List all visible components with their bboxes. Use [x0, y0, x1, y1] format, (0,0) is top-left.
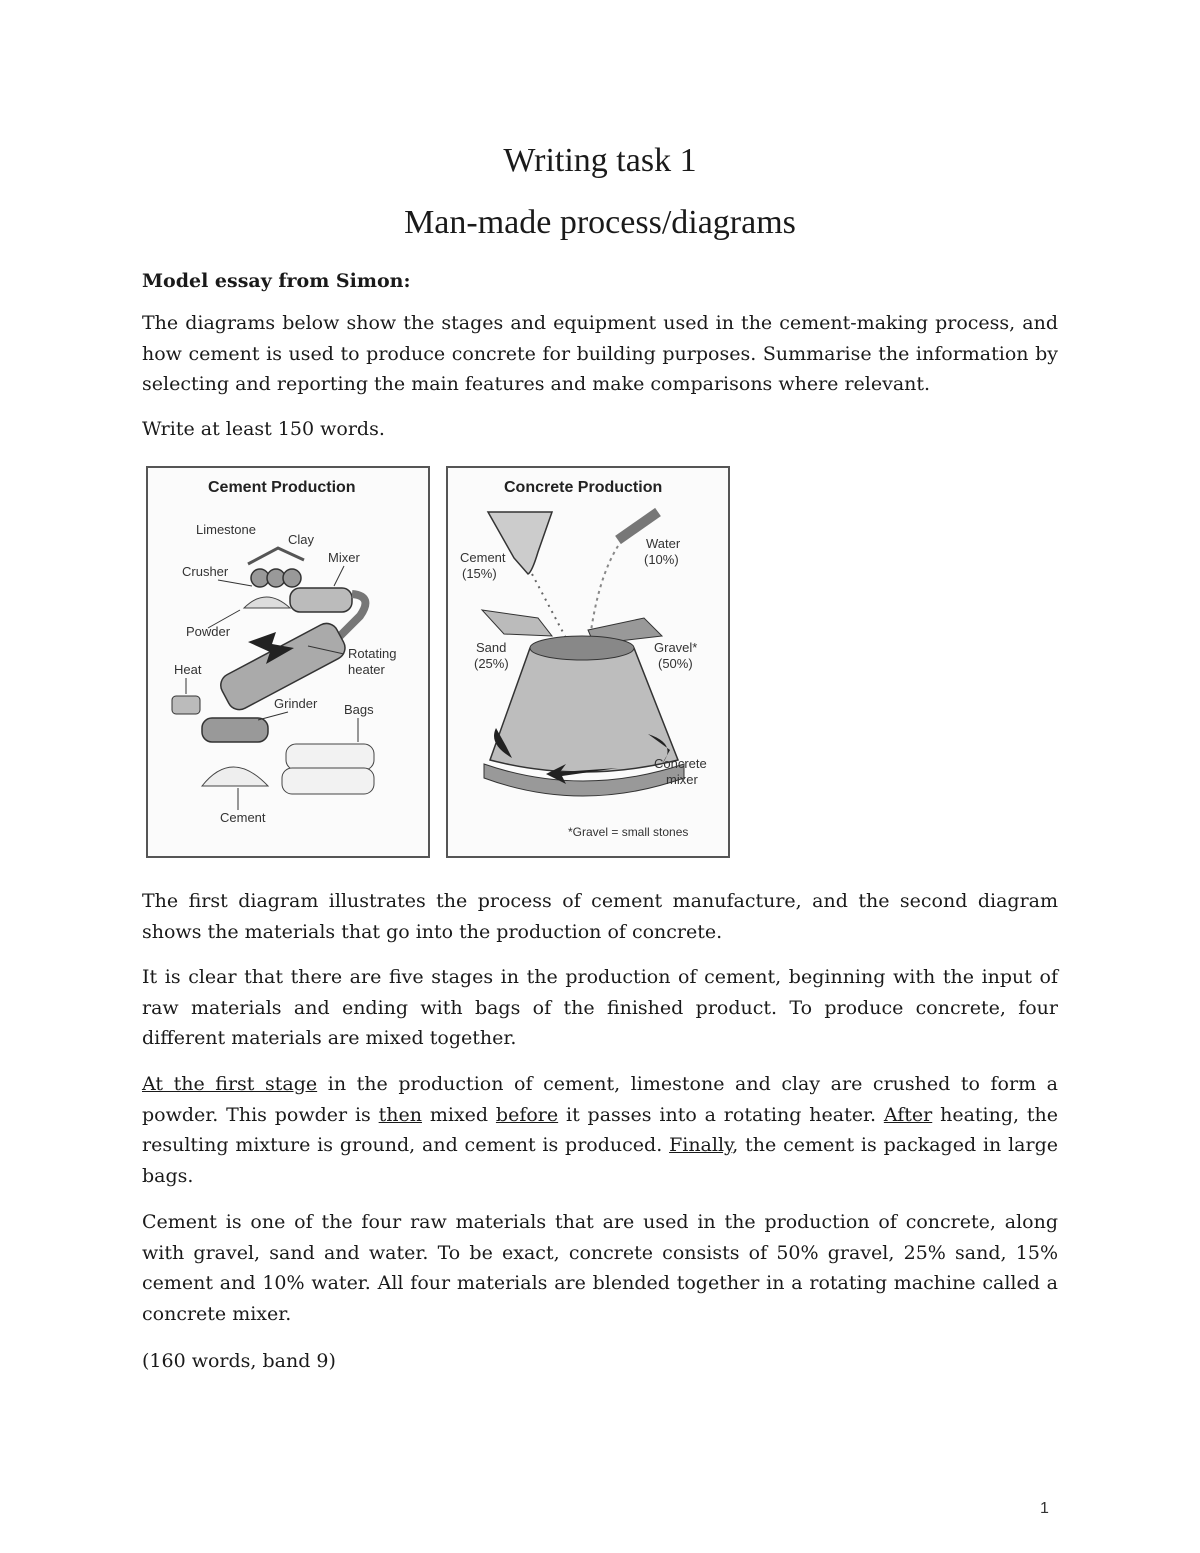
page-number: 1 — [1040, 1500, 1049, 1517]
page-title: Writing task 1 — [503, 142, 697, 179]
label-crusher: Crusher — [182, 564, 229, 579]
label-mixer: mixer — [666, 772, 698, 787]
label-mixer: Mixer — [328, 550, 360, 565]
label-sand: Sand — [476, 640, 507, 655]
concrete-diagram-heading: Concrete Production — [504, 479, 663, 496]
crusher-roller-icon — [283, 569, 301, 587]
raw-material-chute-icon — [248, 548, 304, 564]
label-water: Water — [646, 536, 681, 551]
pointer-line — [218, 580, 252, 586]
linking-word: before — [495, 1103, 559, 1126]
bag-icon — [282, 768, 374, 794]
word-count: (160 words, band 9) — [142, 1350, 336, 1372]
label-gravel: Gravel* — [654, 640, 698, 655]
linking-word: then — [378, 1103, 422, 1126]
linking-phrase: At the first stage — [142, 1073, 318, 1095]
gravel-footnote: *Gravel = small stones — [568, 825, 689, 839]
label-concrete: Concrete — [654, 756, 707, 771]
label-cement-pct: (15%) — [462, 566, 497, 581]
essay-paragraph-1: The first diagram illustrates the process of cement manufacture, and the second diagram shows the materials that go into the production of concrete. — [142, 890, 1058, 943]
essay-paragraph-3: At the first stage in the production of cement, limestone and clay are crushed to form a powder. This powder is then mixed before it passes into a rotating heater. After heating, the resulting mixture is ground, and cement is produced. Finally, the cement is packaged in large bags. — [142, 1073, 1059, 1187]
concrete-production-diagram — [446, 466, 730, 858]
heat-burner-icon — [172, 696, 200, 714]
sand-scoop-icon — [482, 610, 552, 636]
cement-production-diagram — [146, 466, 430, 858]
label-grinder: Grinder — [274, 696, 318, 711]
pointer-line — [258, 712, 288, 720]
linking-word: Finally — [669, 1134, 733, 1156]
label-gravel-pct: (50%) — [658, 656, 693, 671]
cement-pile-icon — [202, 767, 268, 786]
task-prompt: The diagrams below show the stages and equipment used in the cement-making process, and how cement is used to produce concrete for building purposes. Summarise the information by selecting and reporting the main features and make comparisons where relevant. — [142, 312, 1058, 395]
grinder-icon — [202, 718, 268, 742]
page-subtitle: Man-made process/diagrams — [404, 204, 796, 241]
label-rotating: Rotating — [348, 646, 397, 661]
essay-paragraph-2: It is clear that there are five stages in the production of cement, beginning with the input of raw materials and ending with bags of the finished product. To produce concrete, four different materials are mixed together. — [142, 966, 1058, 1049]
label-water-pct: (10%) — [644, 552, 679, 567]
linking-word: After — [883, 1103, 933, 1126]
label-sand-pct: (25%) — [474, 656, 509, 671]
bag-icon — [286, 744, 374, 770]
cement-diagram-heading: Cement Production — [208, 479, 356, 496]
mixer-icon — [290, 588, 352, 612]
label-cement: Cement — [220, 810, 266, 825]
concrete-mixer-drum-icon — [490, 648, 678, 772]
label-heat: Heat — [174, 662, 202, 677]
model-essay-heading: Model essay from Simon: — [142, 270, 411, 292]
task-instruction: Write at least 150 words. — [142, 418, 385, 440]
label-bags: Bags — [344, 702, 374, 717]
label-clay: Clay — [288, 532, 315, 547]
essay-paragraph-4: Cement is one of the four raw materials that are used in the production of concrete, along with gravel, sand and water. To be exact, concrete consists of 50% gravel, 25% sand, 15% cement and 10% water. All four materials are blended together in a rotating machine called a concrete mixer. — [142, 1211, 1058, 1325]
label-limestone: Limestone — [196, 522, 256, 537]
label-heater: heater — [348, 662, 385, 677]
pointer-line — [334, 566, 344, 586]
label-powder: Powder — [186, 624, 231, 639]
label-cement: Cement — [460, 550, 506, 565]
powder-pile-icon — [244, 597, 290, 608]
mixer-opening-icon — [530, 636, 634, 660]
